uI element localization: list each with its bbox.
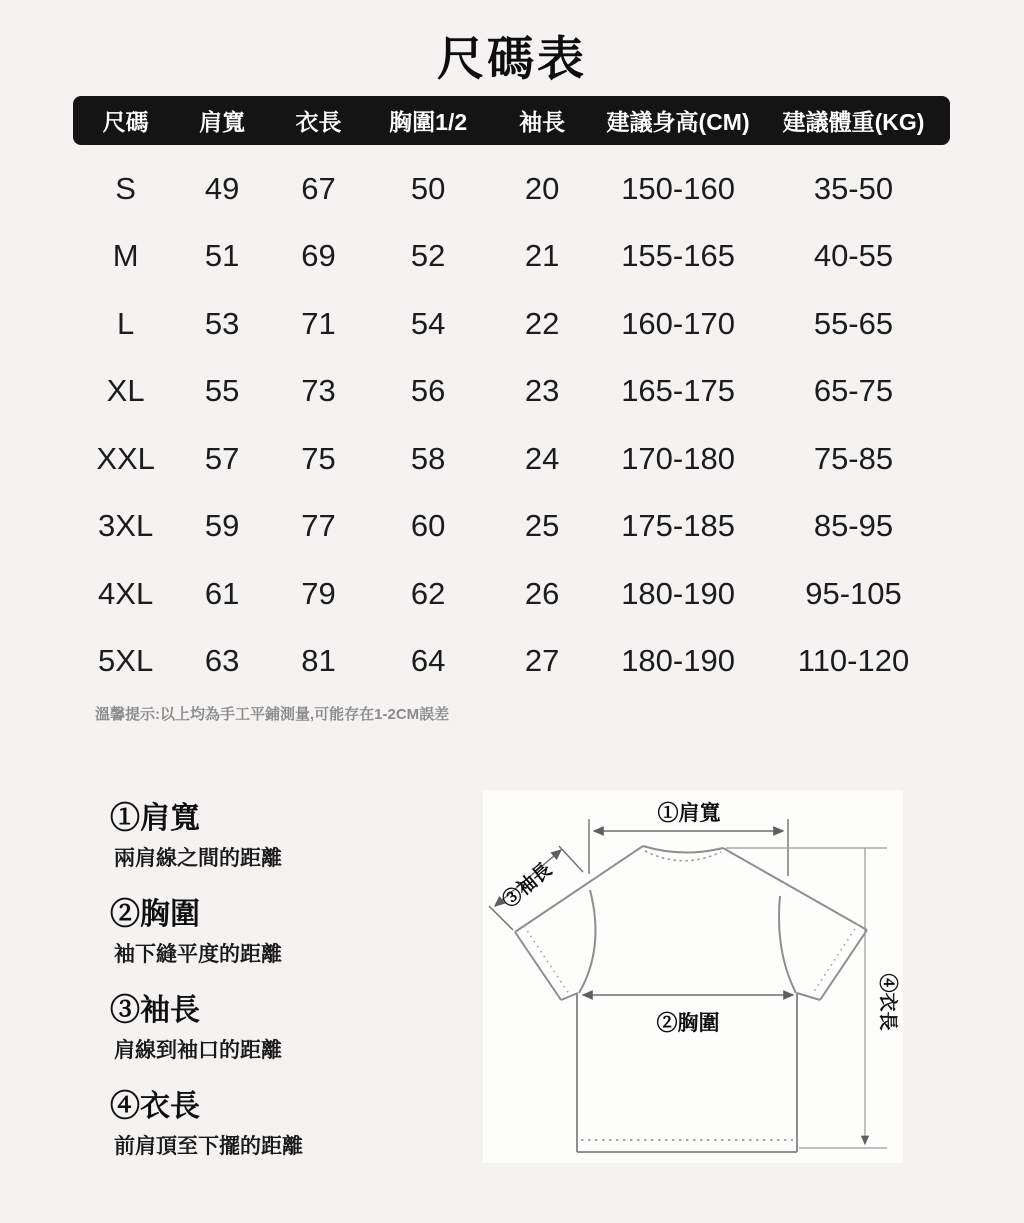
definition-length (110, 1088, 450, 1160)
cell-weight: 110-120 (797, 643, 910, 679)
definition-sleeve (110, 992, 450, 1064)
table-row (73, 358, 950, 426)
cell-shoulder: 55 (204, 373, 240, 409)
definition-desc: 前肩頂至下擺的距離 (114, 1135, 303, 1158)
cell-weight: 55-65 (813, 305, 894, 341)
cell-weight: 95-105 (805, 575, 902, 611)
definition-shoulder (110, 800, 450, 872)
cell-height: 150-160 (621, 170, 735, 206)
cell-height: 160-170 (621, 305, 735, 341)
cell-length: 75 (301, 440, 336, 476)
cell-shoulder: 57 (204, 440, 240, 476)
cell-sleeve: 24 (524, 440, 560, 476)
cell-length: 69 (301, 238, 336, 274)
cell-weight: 65-75 (813, 373, 894, 409)
sleeve-tick-top (559, 846, 583, 872)
cell-size: 5XL (98, 643, 154, 679)
cell-length: 73 (301, 373, 336, 409)
table-row (73, 560, 950, 628)
diagram-label-shoulder: ①肩寬 (657, 802, 721, 825)
measurement-note: 溫馨提示:以上均為手工平鋪測量,可能存在1-2CM誤差 (95, 706, 450, 723)
cell-chest: 56 (410, 373, 446, 409)
cell-height: 165-175 (621, 373, 735, 409)
definition-term: ①肩寬 (110, 802, 200, 835)
size-table (73, 96, 950, 724)
header-size: 尺碼 (102, 109, 149, 135)
cell-chest: 60 (410, 508, 446, 544)
cell-chest: 58 (410, 440, 446, 476)
header-sleeve-length: 袖長 (519, 109, 566, 135)
tshirt-cuff-stitch-right (813, 924, 858, 993)
tshirt-shoulder-right (723, 848, 867, 930)
header-shoulder-width: 肩寬 (199, 109, 246, 135)
definition-term: ③袖長 (110, 994, 200, 1027)
size-table-body (73, 145, 950, 695)
cell-length: 71 (301, 305, 336, 341)
tshirt-underarm-left (561, 993, 578, 1000)
cell-sleeve: 21 (524, 238, 560, 274)
header-height-range: 建議身高(CM) (606, 109, 750, 135)
header-chest-half: 胸圍1/2 (389, 109, 468, 135)
tshirt-armhole-right (779, 896, 796, 993)
table-row (73, 290, 950, 358)
cell-shoulder: 61 (204, 575, 240, 611)
cell-shoulder: 53 (204, 305, 240, 341)
cell-chest: 52 (410, 238, 446, 274)
cell-sleeve: 22 (524, 305, 560, 341)
diagram-label-sleeve: ③袖長 (498, 859, 557, 913)
table-row (73, 493, 950, 561)
tshirt-diagram-svg (483, 790, 903, 1163)
cell-length: 79 (301, 575, 336, 611)
cell-size: 4XL (98, 575, 154, 611)
cell-shoulder: 59 (204, 508, 240, 544)
cell-weight: 85-95 (813, 508, 894, 544)
cell-sleeve: 23 (524, 373, 560, 409)
cell-shoulder: 63 (204, 643, 240, 679)
definition-term: ④衣長 (110, 1090, 200, 1123)
diagram-label-chest: ②胸圍 (656, 1012, 720, 1035)
cell-height: 180-190 (621, 575, 735, 611)
definition-desc: 兩肩線之間的距離 (114, 847, 282, 870)
cell-shoulder: 49 (204, 170, 240, 206)
measure-guide-section (0, 790, 1024, 1163)
cell-height: 180-190 (621, 643, 735, 679)
cell-sleeve: 20 (524, 170, 560, 206)
cell-weight: 35-50 (813, 170, 894, 206)
cell-size: XXL (96, 440, 155, 476)
definition-chest (110, 896, 450, 968)
table-row (73, 223, 950, 291)
cell-sleeve: 26 (524, 575, 560, 611)
tshirt-cuff-left (515, 932, 561, 1000)
cell-size: 3XL (98, 508, 154, 544)
tshirt-armhole-left (579, 890, 595, 993)
definition-desc: 肩線到袖口的距離 (114, 1039, 282, 1062)
tshirt-diagram (483, 790, 903, 1163)
cell-size: L (116, 305, 135, 341)
cell-height: 170-180 (621, 440, 735, 476)
cell-weight: 40-55 (813, 238, 894, 274)
cell-height: 175-185 (621, 508, 735, 544)
cell-length: 67 (301, 170, 336, 206)
measure-definitions (110, 800, 450, 1184)
cell-chest: 64 (410, 643, 446, 679)
cell-chest: 50 (410, 170, 446, 206)
tshirt-underarm-right (797, 993, 820, 1000)
tshirt-cuff-stitch-left (524, 926, 569, 994)
diagram-label-length: ④衣長 (877, 973, 898, 1031)
cell-height: 155-165 (621, 238, 735, 274)
cell-length: 77 (301, 508, 336, 544)
cell-size: S (115, 170, 136, 206)
page-title: 尺碼表 (437, 32, 587, 85)
cell-weight: 75-85 (813, 440, 894, 476)
table-row (73, 425, 950, 493)
table-row (73, 628, 950, 696)
header-garment-length: 衣長 (295, 109, 342, 135)
tshirt-cuff-right (820, 930, 867, 1000)
definition-desc: 袖下縫平度的距離 (114, 943, 282, 966)
cell-shoulder: 51 (204, 238, 240, 274)
cell-sleeve: 25 (524, 508, 560, 544)
header-weight-range: 建議體重(KG) (782, 109, 925, 135)
cell-chest: 54 (410, 305, 446, 341)
size-table-header (73, 96, 950, 145)
tshirt-collar-back (643, 846, 723, 853)
table-row (73, 155, 950, 223)
cell-size: M (112, 238, 139, 274)
cell-chest: 62 (410, 575, 446, 611)
cell-length: 81 (301, 643, 336, 679)
cell-sleeve: 27 (524, 643, 560, 679)
cell-size: XL (106, 373, 145, 409)
definition-term: ②胸圍 (110, 898, 200, 931)
